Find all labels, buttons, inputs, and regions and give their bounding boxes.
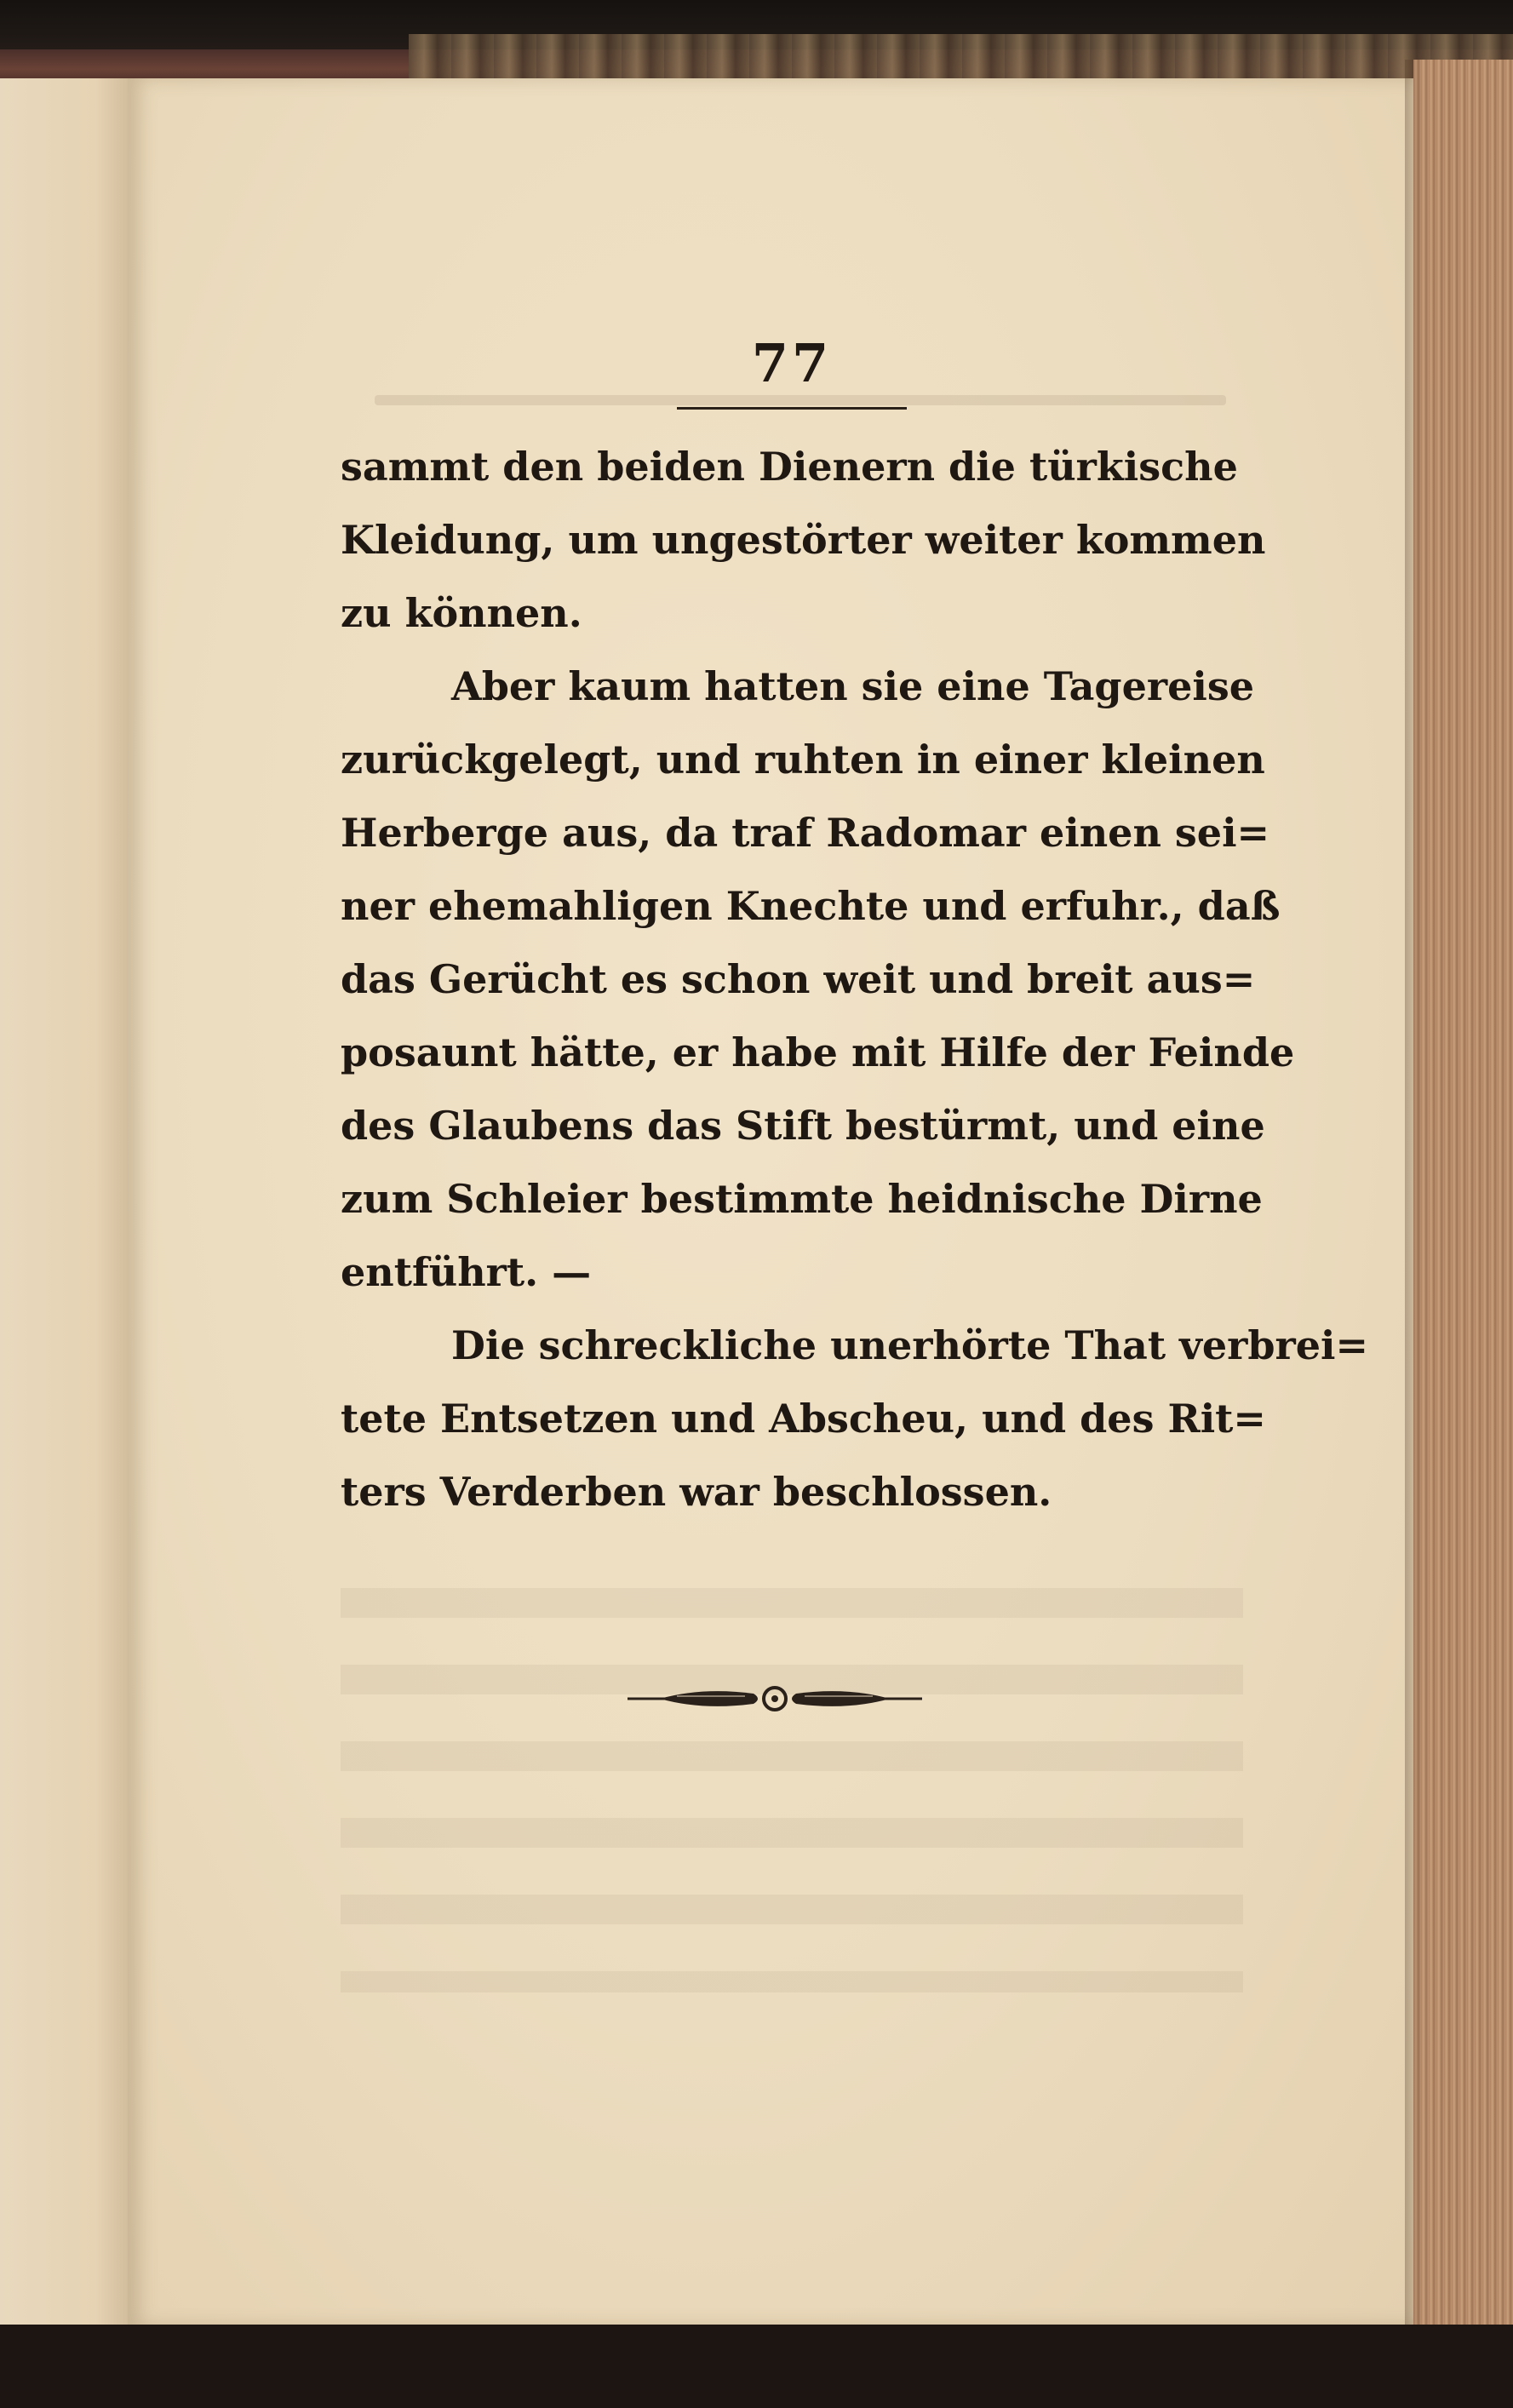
- text-line: Die schreckliche unerhörte That verbrei=: [451, 1322, 1369, 1368]
- text-line: ters Verderben war beschlossen.: [341, 1469, 1052, 1515]
- binding-pattern: [409, 34, 1513, 85]
- previous-page-edge: [0, 78, 138, 2377]
- text-line: tete Entsetzen und Abscheu, und des Rit=: [341, 1396, 1266, 1442]
- text-line: zurückgelegt, und ruhten in einer kleinen: [341, 737, 1265, 783]
- header-rule: [677, 407, 907, 410]
- text-line: posaunt hätte, er habe mit Hilfe der Feinde: [341, 1029, 1295, 1075]
- text-line: Aber kaum hatten sie eine Tagereise: [451, 663, 1254, 709]
- body-text: [341, 430, 1369, 1528]
- text-line: sammt den beiden Dienern die türkische: [341, 444, 1238, 490]
- background-bottom: [0, 2325, 1513, 2408]
- book-fore-edge: [1413, 60, 1513, 2359]
- text-line: zu können.: [341, 590, 582, 636]
- tailpiece-ornament-icon: [626, 1682, 924, 1716]
- text-line: das Gerücht es schon weit und breit aus=: [341, 956, 1256, 1002]
- text-line: des Glaubens das Stift bestürmt, und eine: [341, 1103, 1265, 1149]
- text-line: Herberge aus, da traf Radomar einen sei=: [341, 810, 1270, 856]
- text-line: ner ehemahligen Knechte und erfuhr., daß: [341, 883, 1281, 929]
- page-edge-shadow: [1405, 60, 1422, 2359]
- bleed-through-rule: [375, 395, 1226, 405]
- bleed-through-text: [341, 1550, 1243, 1992]
- text-line: entführt. —: [341, 1249, 592, 1295]
- text-line: zum Schleier bestimmte heidnische Dirne: [341, 1176, 1263, 1222]
- page-number: 77: [751, 332, 833, 394]
- text-line: Kleidung, um ungestörter weiter kommen: [341, 517, 1266, 563]
